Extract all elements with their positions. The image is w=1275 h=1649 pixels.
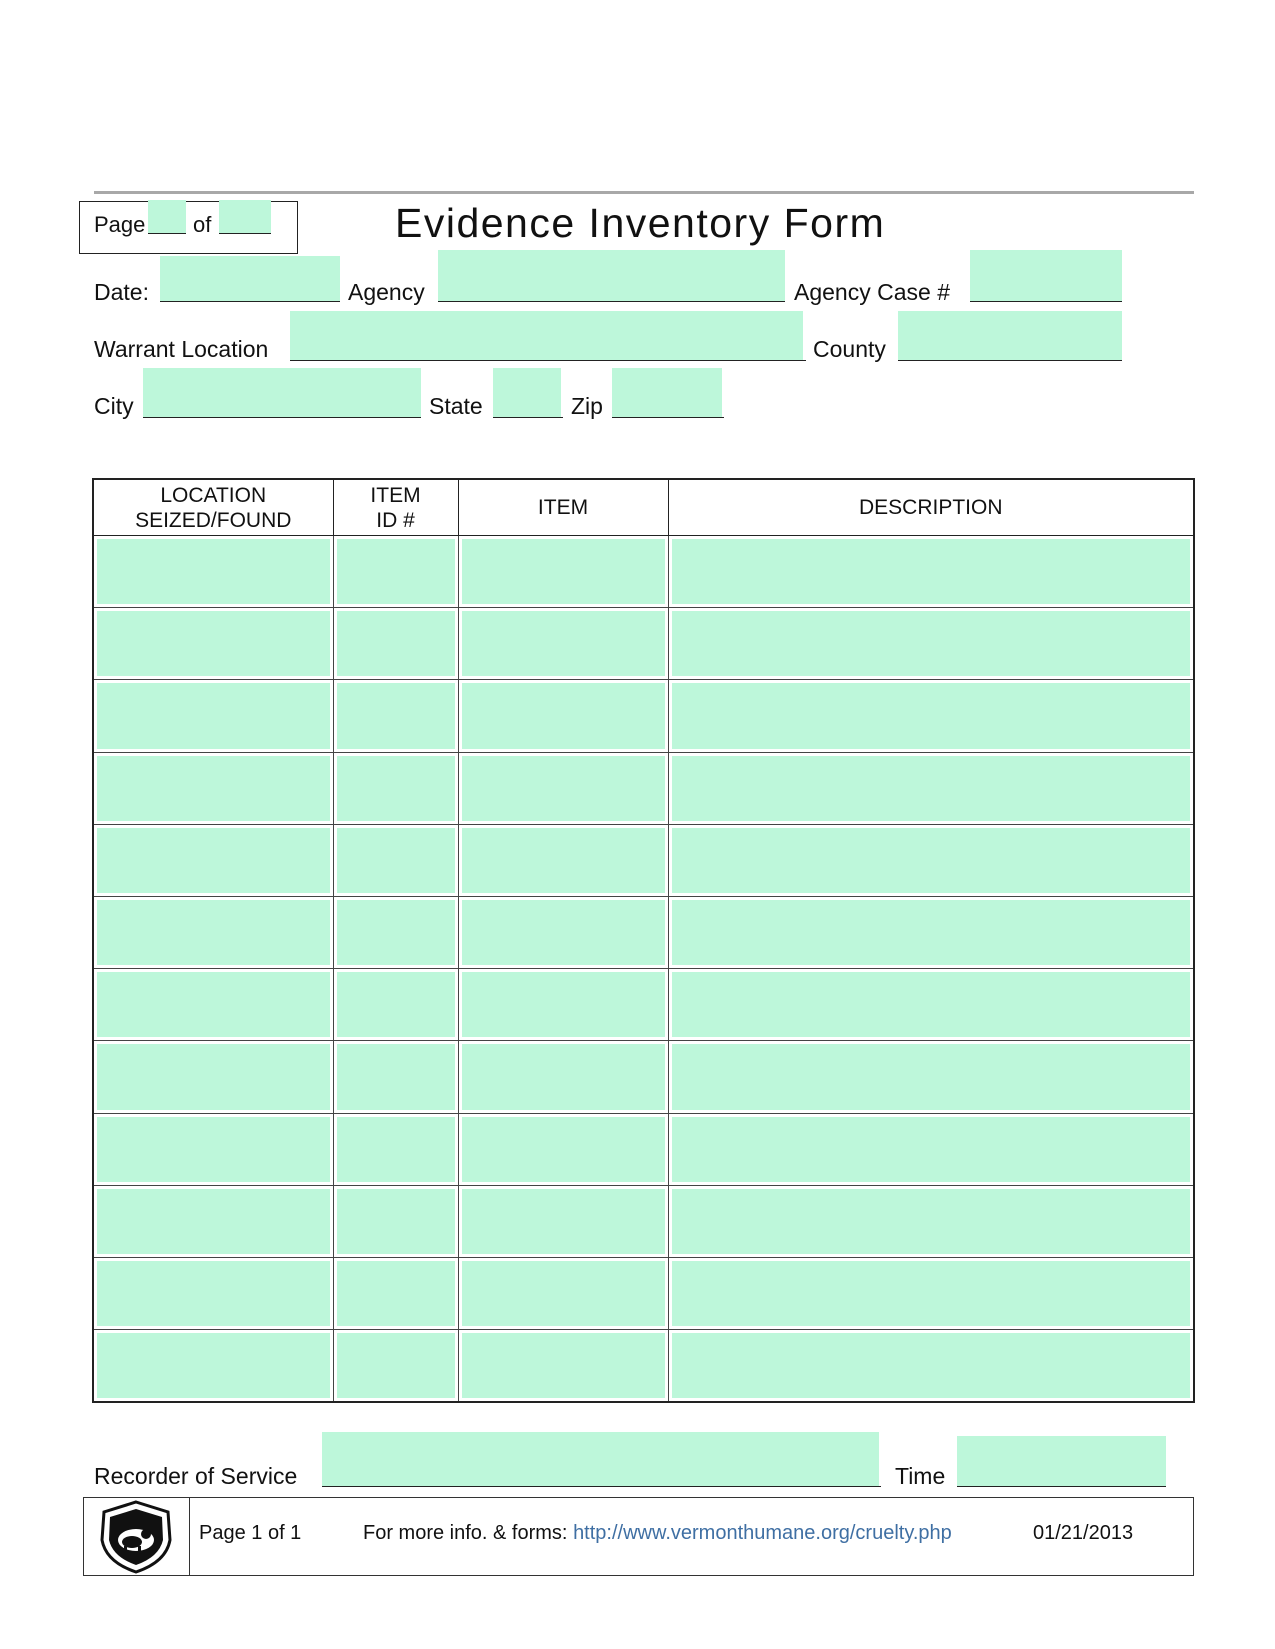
table-row <box>93 536 1194 608</box>
coalition-logo-icon <box>96 1500 176 1574</box>
time-underline <box>957 1486 1166 1487</box>
warrant-location-field[interactable] <box>290 311 803 361</box>
item-id-field[interactable] <box>337 539 455 604</box>
city-field[interactable] <box>143 368 421 418</box>
county-label: County <box>813 336 886 362</box>
location-field[interactable] <box>97 1117 330 1182</box>
item-cell <box>458 1185 668 1257</box>
time-field[interactable] <box>957 1436 1166 1487</box>
recorder-underline <box>322 1486 881 1487</box>
item-field[interactable] <box>462 1117 665 1182</box>
agency-case-field[interactable] <box>970 250 1122 302</box>
table-row <box>93 1185 1194 1257</box>
description-field[interactable] <box>672 1044 1191 1109</box>
item-id-cell <box>333 969 458 1041</box>
agency-field[interactable] <box>438 250 785 302</box>
page-label: Page <box>94 212 146 237</box>
description-field[interactable] <box>672 1261 1191 1326</box>
location-cell <box>93 824 333 896</box>
table-row <box>93 1113 1194 1185</box>
description-field[interactable] <box>672 539 1191 604</box>
item-id-field[interactable] <box>337 972 455 1037</box>
location-field[interactable] <box>97 539 330 604</box>
table-row <box>93 897 1194 969</box>
item-id-field[interactable] <box>337 683 455 748</box>
item-cell <box>458 969 668 1041</box>
item-cell <box>458 608 668 680</box>
location-cell <box>93 536 333 608</box>
location-cell <box>93 608 333 680</box>
recorder-field[interactable] <box>322 1432 879 1487</box>
item-id-cell <box>333 897 458 969</box>
column-header-item-id-text: ITEM ID # <box>370 483 421 532</box>
item-id-cell <box>333 1041 458 1113</box>
location-field[interactable] <box>97 1261 330 1326</box>
location-cell <box>93 1258 333 1330</box>
location-field[interactable] <box>97 1333 330 1398</box>
description-field[interactable] <box>672 611 1191 676</box>
location-cell <box>93 969 333 1041</box>
description-cell <box>668 608 1194 680</box>
location-field[interactable] <box>97 1044 330 1109</box>
item-field[interactable] <box>462 828 665 893</box>
agency-case-label: Agency Case # <box>794 279 950 305</box>
table-row <box>93 680 1194 752</box>
footer-date: 01/21/2013 <box>1033 1522 1134 1544</box>
item-field[interactable] <box>462 900 665 965</box>
item-field[interactable] <box>462 756 665 821</box>
item-cell <box>458 1330 668 1402</box>
column-header-location <box>93 479 333 536</box>
location-cell <box>93 897 333 969</box>
item-id-cell <box>333 680 458 752</box>
top-rule <box>94 191 1194 194</box>
location-cell <box>93 752 333 824</box>
description-cell <box>668 1330 1194 1402</box>
table-row <box>93 969 1194 1041</box>
item-id-cell <box>333 1185 458 1257</box>
table-row <box>93 752 1194 824</box>
description-cell <box>668 1113 1194 1185</box>
item-cell <box>458 1113 668 1185</box>
warrant-location-label: Warrant Location <box>94 336 269 362</box>
location-field[interactable] <box>97 611 330 676</box>
footer-more-info-label: For more info. & forms: <box>363 1522 568 1544</box>
zip-underline <box>612 417 724 418</box>
table-row <box>93 1258 1194 1330</box>
zip-field[interactable] <box>612 368 722 418</box>
location-cell <box>93 1113 333 1185</box>
agency-underline <box>438 301 785 302</box>
county-underline <box>898 360 1122 361</box>
evidence-table <box>92 478 1195 1403</box>
city-underline <box>143 417 421 418</box>
item-cell <box>458 824 668 896</box>
location-cell <box>93 1185 333 1257</box>
item-id-cell <box>333 824 458 896</box>
page-current-field[interactable] <box>148 200 186 234</box>
state-underline <box>493 417 563 418</box>
description-field[interactable] <box>672 900 1191 965</box>
description-field[interactable] <box>672 1333 1191 1398</box>
column-header-item-text: ITEM <box>537 496 589 519</box>
item-cell <box>458 536 668 608</box>
page-total-field[interactable] <box>219 200 271 234</box>
table-body <box>93 536 1194 1403</box>
date-underline <box>160 301 340 302</box>
footer <box>83 1497 1194 1576</box>
description-cell <box>668 969 1194 1041</box>
column-header-location-text: LOCATION SEIZED/FOUND <box>135 483 292 532</box>
county-field[interactable] <box>898 311 1122 361</box>
location-field[interactable] <box>97 1189 330 1254</box>
item-cell <box>458 897 668 969</box>
zip-label: Zip <box>571 393 603 419</box>
item-id-field[interactable] <box>337 756 455 821</box>
location-cell <box>93 1330 333 1402</box>
description-cell <box>668 1258 1194 1330</box>
table-row <box>93 824 1194 896</box>
description-cell <box>668 824 1194 896</box>
description-field[interactable] <box>672 756 1191 821</box>
description-cell <box>668 680 1194 752</box>
item-cell <box>458 1041 668 1113</box>
location-field[interactable] <box>97 683 330 748</box>
recorder-label: Recorder of Service <box>94 1463 298 1489</box>
item-cell <box>458 1258 668 1330</box>
footer-link[interactable]: http://www.vermonthumane.org/cruelty.php <box>573 1522 952 1544</box>
item-id-field[interactable] <box>337 1261 455 1326</box>
city-label: City <box>94 393 134 419</box>
item-field[interactable] <box>462 972 665 1037</box>
page-current-underline <box>148 233 186 234</box>
item-id-field[interactable] <box>337 1044 455 1109</box>
table-row <box>93 1330 1194 1402</box>
item-field[interactable] <box>462 683 665 748</box>
item-cell <box>458 752 668 824</box>
page-total-underline <box>219 233 271 234</box>
item-cell <box>458 680 668 752</box>
item-id-field[interactable] <box>337 1333 455 1398</box>
description-field[interactable] <box>672 1117 1191 1182</box>
description-field[interactable] <box>672 828 1191 893</box>
item-field[interactable] <box>462 1189 665 1254</box>
item-id-cell <box>333 1113 458 1185</box>
item-field[interactable] <box>462 1044 665 1109</box>
location-field[interactable] <box>97 828 330 893</box>
item-id-cell <box>333 536 458 608</box>
agency-case-underline <box>970 301 1122 302</box>
column-header-description-text: DESCRIPTION <box>858 496 1003 519</box>
warrant-location-underline <box>290 360 806 361</box>
item-field[interactable] <box>462 611 665 676</box>
item-id-field[interactable] <box>337 900 455 965</box>
state-field[interactable] <box>493 368 561 418</box>
item-id-field[interactable] <box>337 611 455 676</box>
column-header-item <box>458 479 668 536</box>
location-cell <box>93 680 333 752</box>
column-header-description <box>668 479 1194 536</box>
item-id-field[interactable] <box>337 1189 455 1254</box>
location-field[interactable] <box>97 900 330 965</box>
footer-more-info <box>363 1522 952 1545</box>
table-row <box>93 1041 1194 1113</box>
description-field[interactable] <box>672 1189 1191 1254</box>
item-id-field[interactable] <box>337 1117 455 1182</box>
description-cell <box>668 752 1194 824</box>
logo-cell <box>84 1498 190 1575</box>
item-field[interactable] <box>462 539 665 604</box>
of-label: of <box>193 212 212 237</box>
item-id-cell <box>333 752 458 824</box>
table-header-row <box>93 479 1194 536</box>
item-id-field[interactable] <box>337 828 455 893</box>
item-id-cell <box>333 608 458 680</box>
item-field[interactable] <box>462 1261 665 1326</box>
description-cell <box>668 1041 1194 1113</box>
footer-page-info: Page 1 of 1 <box>199 1522 302 1544</box>
column-header-item-id <box>333 479 458 536</box>
location-cell <box>93 1041 333 1113</box>
item-id-cell <box>333 1258 458 1330</box>
item-field[interactable] <box>462 1333 665 1398</box>
date-label: Date: <box>94 279 149 305</box>
table-row <box>93 608 1194 680</box>
time-label: Time <box>895 1463 946 1489</box>
description-cell <box>668 897 1194 969</box>
form-title: Evidence Inventory Form <box>395 200 886 246</box>
description-cell <box>668 1185 1194 1257</box>
item-id-cell <box>333 1330 458 1402</box>
description-field[interactable] <box>672 972 1191 1037</box>
agency-label: Agency <box>348 279 425 305</box>
location-field[interactable] <box>97 972 330 1037</box>
description-field[interactable] <box>672 683 1191 748</box>
location-field[interactable] <box>97 756 330 821</box>
date-field[interactable] <box>160 256 340 302</box>
description-cell <box>668 536 1194 608</box>
state-label: State <box>429 393 483 419</box>
